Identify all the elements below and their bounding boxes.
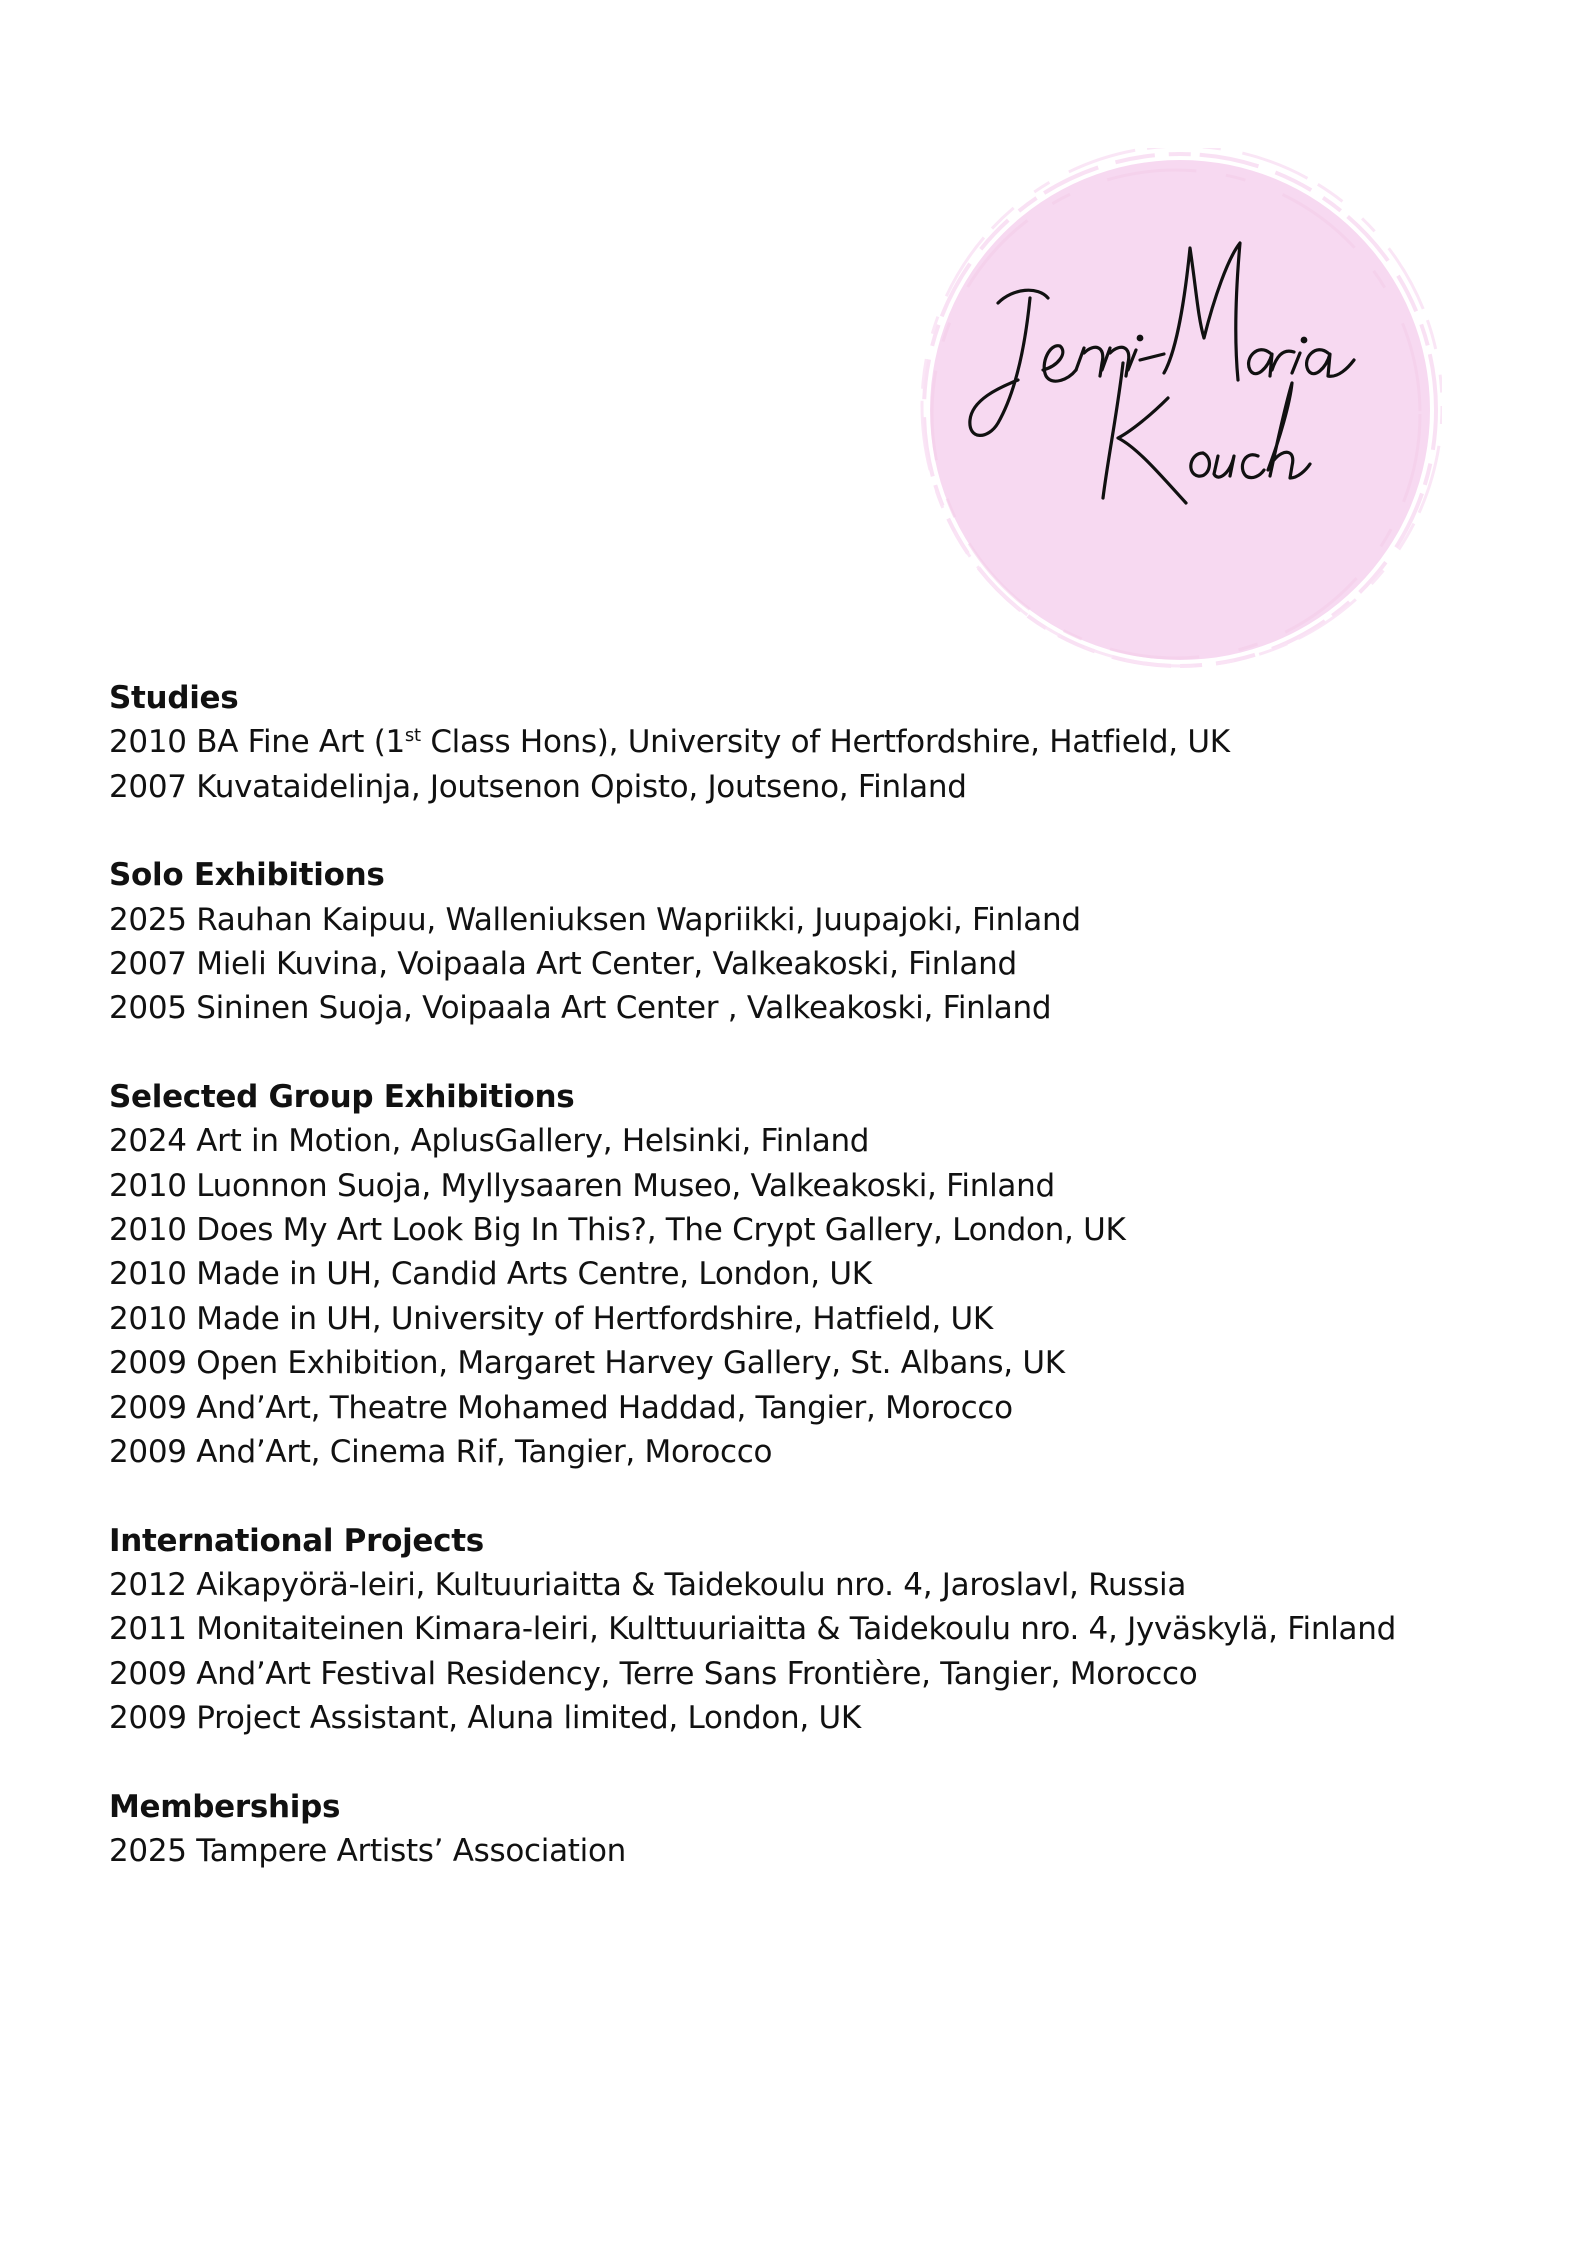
pink-brush-circle-icon bbox=[918, 148, 1442, 672]
signature-logo bbox=[918, 148, 1442, 672]
group-exhibition-item: 2010 Made in UH, Candid Arts Centre, London, UK bbox=[109, 1256, 872, 1293]
solo-exhibition-item: 2025 Rauhan Kaipuu, Walleniuksen Wapriikki, Juupajoki, Finland bbox=[109, 901, 1081, 938]
studies-heading: Studies bbox=[109, 680, 239, 716]
international-project-item: 2009 And’Art Festival Residency, Terre Sans Frontière, Tangier, Morocco bbox=[109, 1655, 1198, 1692]
international-projects-heading: International Projects bbox=[109, 1522, 484, 1559]
solo-exhibitions-section bbox=[109, 853, 1509, 1031]
international-project-item: 2009 Project Assistant, Aluna limited, London, UK bbox=[109, 1700, 861, 1737]
international-projects-section bbox=[109, 1519, 1509, 1741]
international-project-item: 2011 Monitaiteinen Kimara-leiri, Kulttuuriaitta & Taidekoulu nro. 4, Jyväskylä, Finland bbox=[109, 1611, 1396, 1648]
studies-item: 2010 BA Fine Art (1st Class Hons), University of Hertfordshire, Hatfield, UK bbox=[109, 724, 1230, 761]
international-project-item: 2012 Aikapyörä-leiri, Kultuuriaitta & Taidekoulu nro. 4, Jaroslavl, Russia bbox=[109, 1566, 1187, 1603]
group-exhibition-item: 2009 Open Exhibition, Margaret Harvey Gallery, St. Albans, UK bbox=[109, 1345, 1065, 1382]
solo-exhibition-item: 2007 Mieli Kuvina, Voipaala Art Center, Valkeakoski, Finland bbox=[109, 946, 1017, 983]
solo-exhibitions-heading: Solo Exhibitions bbox=[109, 857, 385, 894]
memberships-section bbox=[109, 1785, 1509, 1874]
studies-item: 2007 Kuvataidelinja, Joutsenon Opisto, Joutseno, Finland bbox=[109, 768, 967, 805]
group-exhibitions-section bbox=[109, 1075, 1509, 1475]
memberships-heading: Memberships bbox=[109, 1788, 341, 1825]
cv-content bbox=[109, 676, 1509, 1917]
group-exhibition-item: 2010 Made in UH, University of Hertfordshire, Hatfield, UK bbox=[109, 1300, 993, 1337]
group-exhibition-item: 2010 Does My Art Look Big In This?, The Crypt Gallery, London, UK bbox=[109, 1212, 1126, 1249]
studies-section bbox=[109, 676, 1509, 809]
group-exhibition-item: 2010 Luonnon Suoja, Myllysaaren Museo, Valkeakoski, Finland bbox=[109, 1167, 1055, 1204]
group-exhibition-item: 2009 And’Art, Cinema Rif, Tangier, Morocco bbox=[109, 1434, 773, 1471]
group-exhibition-item: 2024 Art in Motion, AplusGallery, Helsinki, Finland bbox=[109, 1123, 870, 1160]
group-exhibitions-heading: Selected Group Exhibitions bbox=[109, 1078, 575, 1115]
group-exhibition-item: 2009 And’Art, Theatre Mohamed Haddad, Tangier, Morocco bbox=[109, 1389, 1013, 1426]
solo-exhibition-item: 2005 Sininen Suoja, Voipaala Art Center , Valkeakoski, Finland bbox=[109, 990, 1052, 1027]
membership-item: 2025 Tampere Artists’ Association bbox=[109, 1832, 626, 1869]
